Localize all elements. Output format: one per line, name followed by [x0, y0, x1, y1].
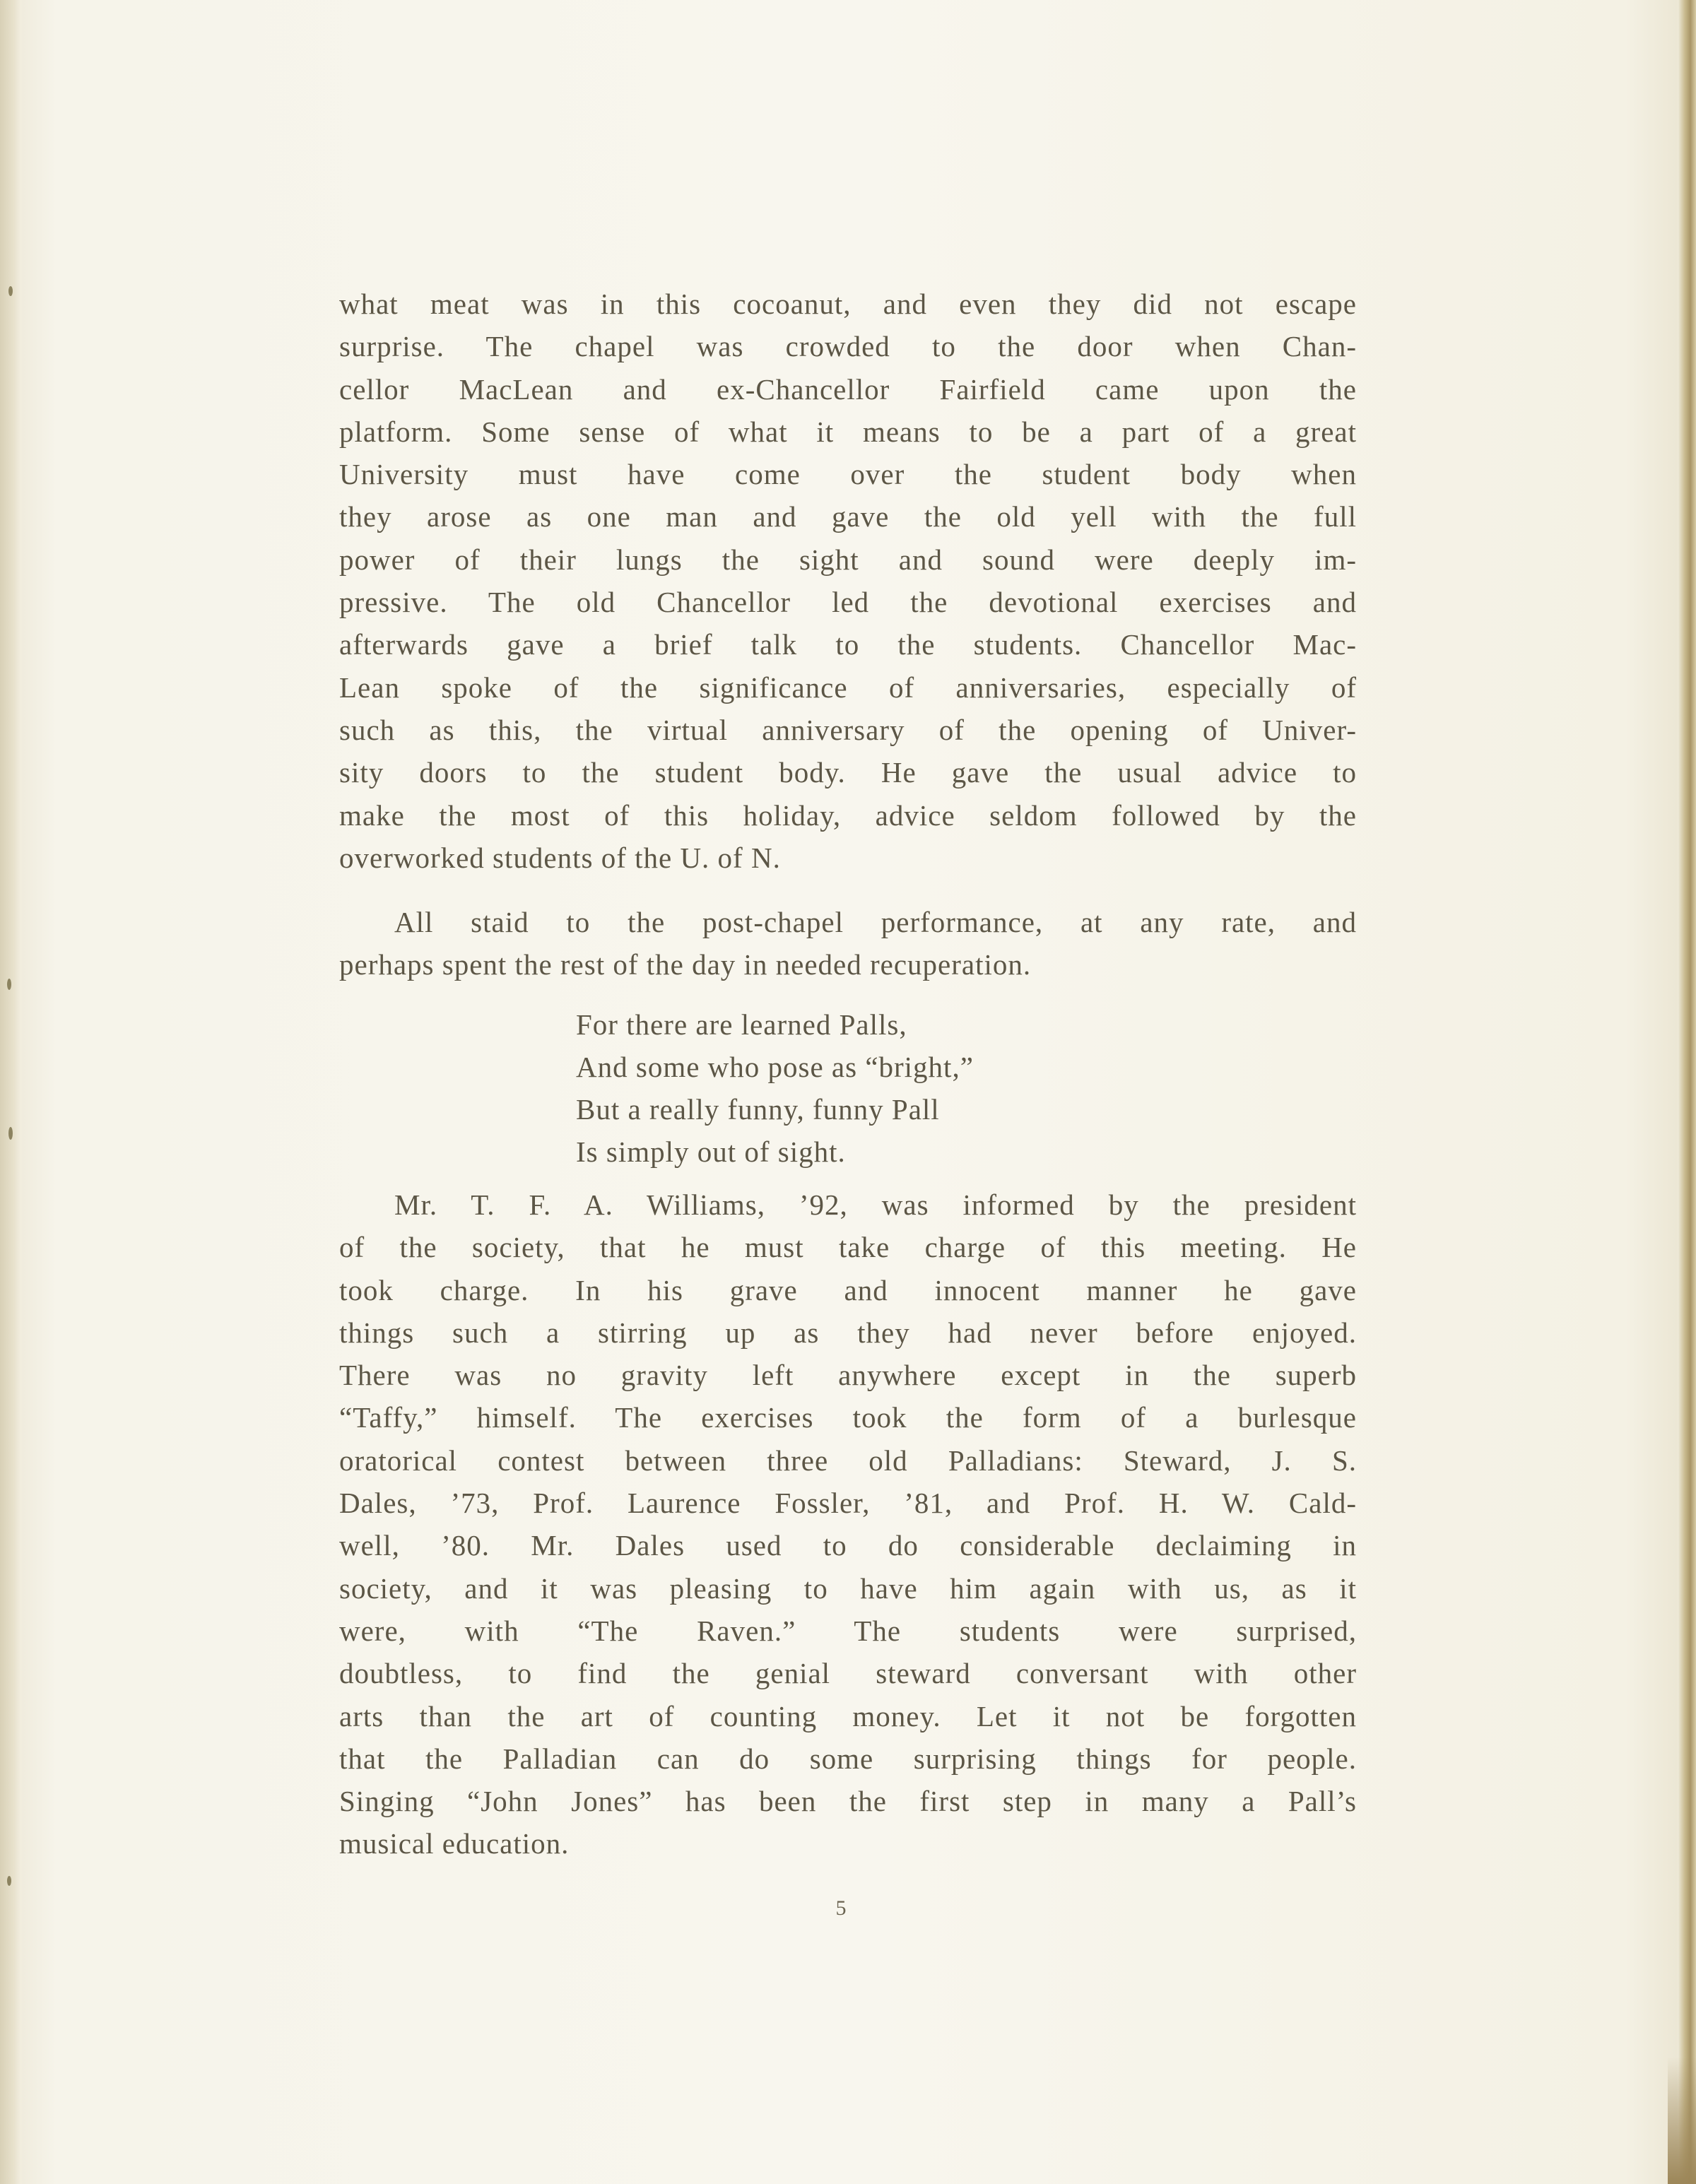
ink-speck	[7, 1876, 11, 1886]
text-line: University must have come over the student body when	[339, 458, 1357, 491]
text-line: make the most of this holiday, advice seldom followed by the	[339, 798, 1357, 832]
text-line: oratorical contest between three old Palladians: Steward, J. S.	[339, 1444, 1357, 1477]
text-line: “Taffy,” himself. The exercises took the form of a burlesque	[339, 1401, 1357, 1434]
text-line: Mr. T. F. A. Williams, ’92, was informed by the president	[394, 1188, 1357, 1221]
text-line: cellor MacLean and ex-Chancellor Fairfield came upon the	[339, 372, 1357, 406]
ink-speck	[8, 286, 13, 296]
text-line: surprise. The chapel was crowded to the door when Chan-	[339, 330, 1357, 363]
text-line: arts than the art of counting money. Let it not be forgotten	[339, 1699, 1357, 1733]
text-line: were, with “The Raven.” The students were surprised,	[339, 1614, 1357, 1647]
page-binding-edge	[0, 0, 21, 2184]
page-right-edge	[1678, 0, 1696, 2184]
text-line: perhaps spent the rest of the day in needed recuperation.	[339, 948, 1032, 981]
poem-line: For there are learned Palls,	[576, 1008, 907, 1041]
page-number: 5	[835, 1896, 847, 1920]
text-line: There was no gravity left anywhere except in the superb	[339, 1359, 1357, 1392]
text-line: that the Palladian can do some surprising things for people.	[339, 1742, 1357, 1775]
text-line: All staid to the post-chapel performance, at any rate, and	[394, 906, 1357, 938]
poem-line: But a really funny, funny Pall	[576, 1093, 940, 1126]
text-line: doubtless, to find the genial steward conversant with other	[339, 1657, 1357, 1690]
text-line: Dales, ’73, Prof. Laurence Fossler, ’81, and Prof. H. W. Cald-	[339, 1487, 1357, 1520]
text-line: took charge. In his grave and innocent manner he gave	[339, 1273, 1357, 1306]
text-line: of the society, that he must take charge of this meeting. He	[339, 1231, 1357, 1264]
text-line: sity doors to the student body. He gave the usual advice to	[339, 756, 1357, 789]
ink-speck	[7, 979, 11, 990]
poem-stanza	[576, 1003, 1212, 1173]
poem-line: Is simply out of sight.	[576, 1135, 846, 1168]
text-line: such as this, the virtual anniversary of the opening of Univer-	[339, 713, 1357, 746]
ink-speck	[8, 1127, 13, 1140]
paragraph-3	[339, 1184, 1357, 1865]
text-line: Singing “John Jones” has been the first step in many a Pall’s	[339, 1785, 1357, 1818]
text-line: platform. Some sense of what it means to be a part of a great	[339, 415, 1357, 448]
text-line: things such a stirring up as they had never before enjoyed.	[339, 1316, 1357, 1349]
text-line: society, and it was pleasing to have him again with us, as it	[339, 1571, 1357, 1605]
text-line: overworked students of the U. of N.	[339, 841, 781, 874]
text-line: musical education.	[339, 1827, 570, 1860]
poem-line: And some who pose as “bright,”	[576, 1051, 974, 1083]
text-line: pressive. The old Chancellor led the devotional exercises and	[339, 586, 1357, 619]
text-line: power of their lungs the sight and sound were deeply im-	[339, 543, 1357, 576]
text-line: Lean spoke of the significance of anniversaries, especially of	[339, 671, 1357, 704]
text-line: what meat was in this cocoanut, and even they did not escape	[339, 288, 1357, 320]
text-line: well, ’80. Mr. Dales used to do considerable declaiming in	[339, 1529, 1357, 1562]
page-corner-shadow	[1668, 2057, 1696, 2184]
paragraph-2	[339, 901, 1357, 986]
text-line: afterwards gave a brief talk to the students. Chancellor Mac-	[339, 628, 1357, 661]
paragraph-1	[339, 283, 1357, 879]
text-line: they arose as one man and gave the old yell with the full	[339, 500, 1357, 533]
